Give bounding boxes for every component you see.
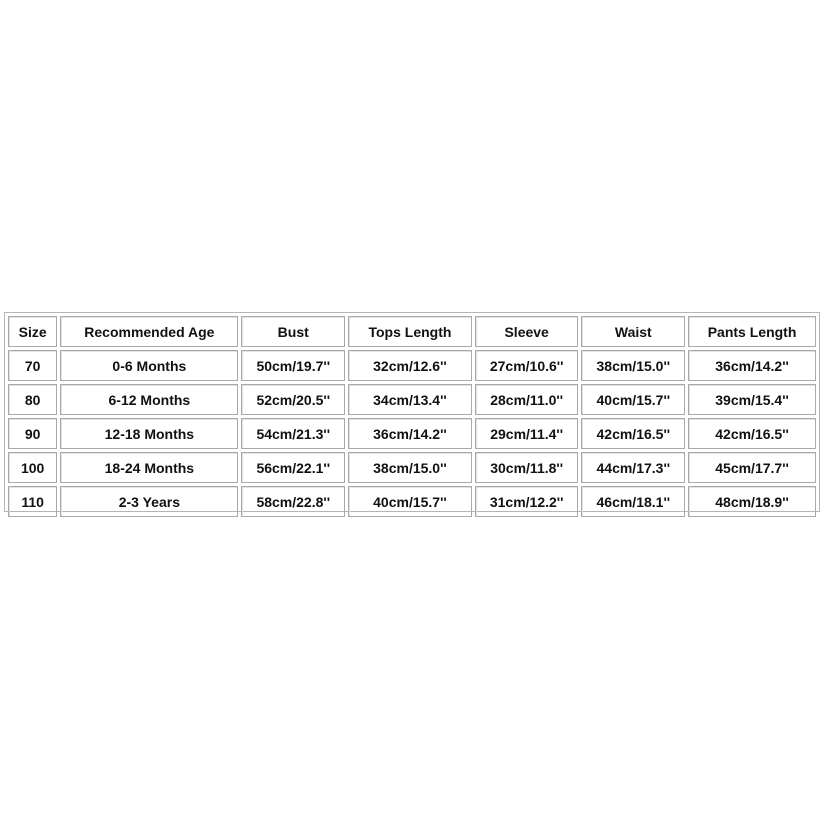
cell-recommended-age: 18-24 Months — [60, 452, 238, 483]
table-row — [8, 384, 816, 415]
header-bust: Bust — [241, 316, 345, 347]
cell-pants-length: 39cm/15.4'' — [688, 384, 816, 415]
cell-bust: 50cm/19.7'' — [241, 350, 345, 381]
cell-waist: 38cm/15.0'' — [581, 350, 685, 381]
cell-size: 80 — [8, 384, 57, 415]
cell-bust: 56cm/22.1'' — [241, 452, 345, 483]
cell-size: 100 — [8, 452, 57, 483]
cell-sleeve: 30cm/11.8'' — [475, 452, 579, 483]
cell-pants-length: 48cm/18.9'' — [688, 486, 816, 517]
cell-recommended-age: 0-6 Months — [60, 350, 238, 381]
cell-tops-length: 38cm/15.0'' — [348, 452, 472, 483]
cell-sleeve: 29cm/11.4'' — [475, 418, 579, 449]
cell-sleeve: 28cm/11.0'' — [475, 384, 579, 415]
cell-pants-length: 36cm/14.2'' — [688, 350, 816, 381]
header-sleeve: Sleeve — [475, 316, 579, 347]
cell-recommended-age: 2-3 Years — [60, 486, 238, 517]
size-chart — [4, 312, 820, 512]
cell-size: 90 — [8, 418, 57, 449]
cell-size: 110 — [8, 486, 57, 517]
cell-tops-length: 34cm/13.4'' — [348, 384, 472, 415]
cell-waist: 44cm/17.3'' — [581, 452, 685, 483]
cell-pants-length: 42cm/16.5'' — [688, 418, 816, 449]
cell-recommended-age: 6-12 Months — [60, 384, 238, 415]
size-chart-table — [5, 313, 819, 520]
table-row — [8, 486, 816, 517]
cell-tops-length: 36cm/14.2'' — [348, 418, 472, 449]
table-row — [8, 452, 816, 483]
cell-sleeve: 27cm/10.6'' — [475, 350, 579, 381]
cell-bust: 58cm/22.8'' — [241, 486, 345, 517]
cell-sleeve: 31cm/12.2'' — [475, 486, 579, 517]
cell-size: 70 — [8, 350, 57, 381]
header-waist: Waist — [581, 316, 685, 347]
cell-waist: 46cm/18.1'' — [581, 486, 685, 517]
table-row — [8, 418, 816, 449]
cell-tops-length: 32cm/12.6'' — [348, 350, 472, 381]
cell-pants-length: 45cm/17.7'' — [688, 452, 816, 483]
table-row — [8, 350, 816, 381]
header-tops-length: Tops Length — [348, 316, 472, 347]
header-recommended-age: Recommended Age — [60, 316, 238, 347]
cell-waist: 40cm/15.7'' — [581, 384, 685, 415]
cell-bust: 52cm/20.5'' — [241, 384, 345, 415]
header-size: Size — [8, 316, 57, 347]
cell-bust: 54cm/21.3'' — [241, 418, 345, 449]
cell-waist: 42cm/16.5'' — [581, 418, 685, 449]
header-pants-length: Pants Length — [688, 316, 816, 347]
header-row — [8, 316, 816, 347]
cell-recommended-age: 12-18 Months — [60, 418, 238, 449]
cell-tops-length: 40cm/15.7'' — [348, 486, 472, 517]
